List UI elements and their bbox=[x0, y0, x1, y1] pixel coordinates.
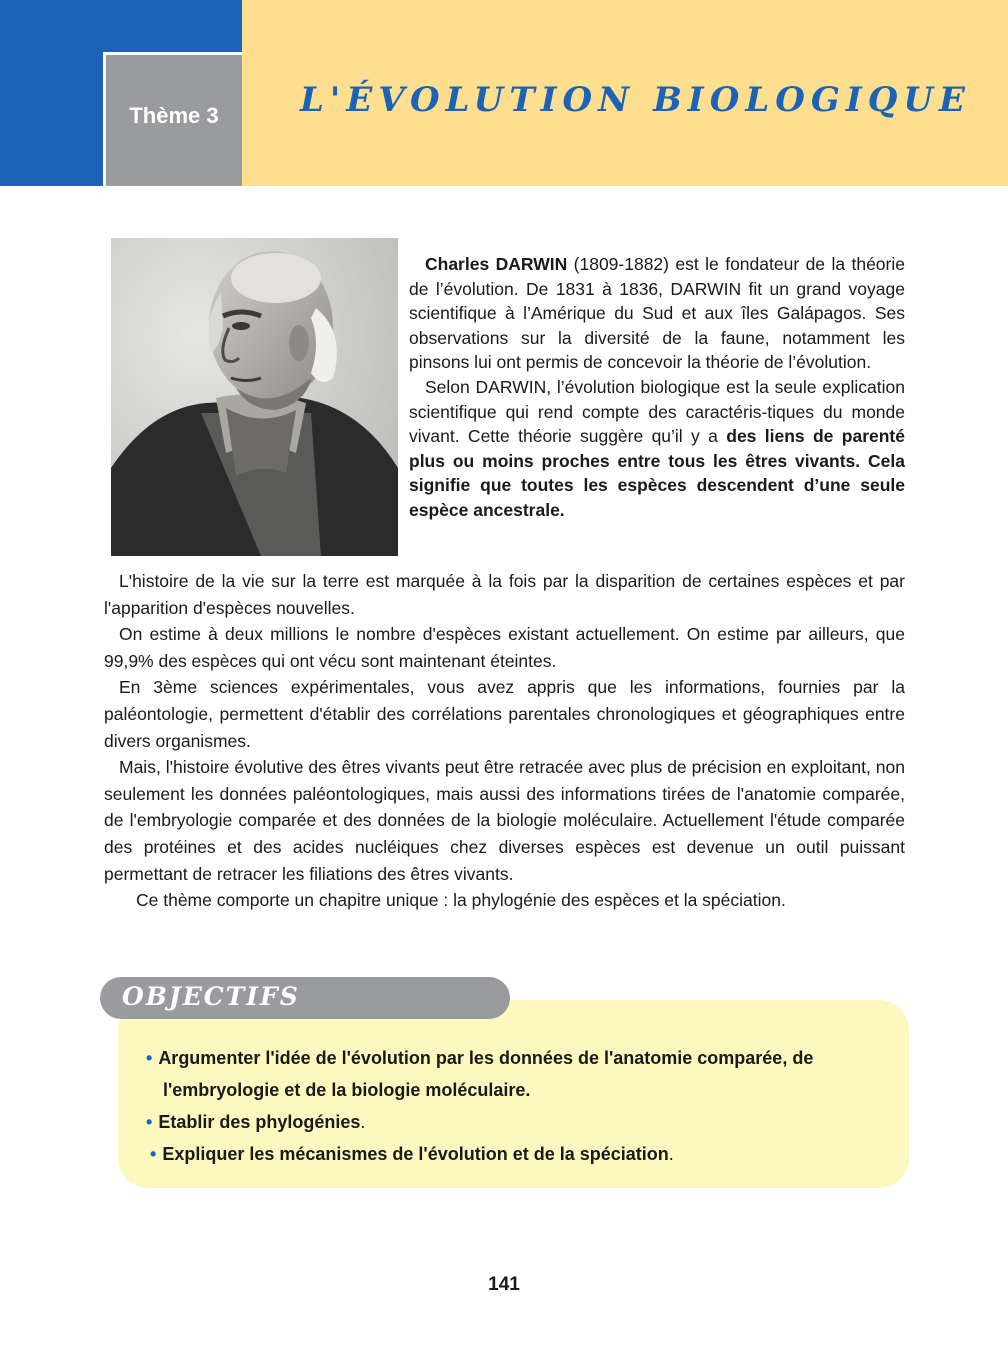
body-paragraph: L'histoire de la vie sur la terre est marquée à la fois par la disparition de certaines espèces et par l'apparition d'espèces nouvelles. bbox=[104, 571, 905, 618]
body-paragraph: On estime à deux millions le nombre d'espèces existant actuellement. On estime par ailleurs, que 99,9% des espèces qui ont vécu sont maintenant éteintes. bbox=[104, 624, 905, 671]
darwin-bio bbox=[409, 252, 905, 523]
bio-paragraph-2 bbox=[409, 375, 905, 523]
objective-item-2 bbox=[146, 1106, 365, 1138]
theme-label: Thème 3 bbox=[129, 103, 219, 128]
bio-paragraph-2-text: Selon DARWIN, l’évolution biologique est la seule explication scientifique qui rend compte des caractéris-tiques du monde vivant. Cette théorie suggère qu’il y a bbox=[409, 376, 905, 447]
bio-name: Charles DARWIN bbox=[425, 254, 568, 274]
objective-2-suffix: . bbox=[360, 1112, 366, 1132]
page-number: 141 bbox=[488, 1274, 520, 1295]
objective-item-1 bbox=[146, 1042, 813, 1074]
bullet-icon: • bbox=[146, 1112, 153, 1132]
intro-body bbox=[104, 568, 905, 914]
theme-header-banner bbox=[0, 0, 1008, 186]
objective-3-text: Expliquer les mécanismes de l'évolution et de la spéciation bbox=[162, 1144, 669, 1164]
darwin-portrait-image bbox=[111, 238, 398, 556]
bullet-icon: • bbox=[150, 1144, 157, 1164]
page-title: L'ÉVOLUTION BIOLOGIQUE bbox=[300, 80, 971, 120]
objective-2-text: Etablir des phylogénies bbox=[158, 1112, 361, 1132]
objective-3-suffix: . bbox=[668, 1144, 674, 1164]
objective-1-line1: Argumenter l'idée de l'évolution par les données de l'anatomie comparée, de bbox=[158, 1048, 814, 1068]
bio-paragraph-1 bbox=[409, 252, 905, 375]
body-paragraph: En 3ème sciences expérimentales, vous avez appris que les informations, fournies par la paléontologie, permettent d'établir des corrélations parentales chronologiques et géographiques entre divers organismes. bbox=[104, 677, 905, 751]
body-paragraph: Mais, l'histoire évolutive des êtres vivants peut être retracée avec plus de précision en exploitant, non seulement les données paléontologiques, mais aussi des informations tirées de l'anatomie comparée, de l'embryologie comparée et des données de la biologie moléculaire. Actuellement l'étude comparée des protéines et des acides nucléiques chez diverses espèces est devenue un outil puissant permettant de retracer les filiations des êtres vivants. bbox=[104, 757, 905, 884]
objective-1-line2: l'embryologie et de la biologie moléculaire. bbox=[163, 1080, 531, 1100]
body-paragraph: Ce thème comporte un chapitre unique : la phylogénie des espèces et la spéciation. bbox=[136, 890, 786, 911]
portrait-photo-icon bbox=[111, 238, 398, 556]
bio-paragraph-1-text: (1809-1882) est le fondateur de la théorie de l’évolution. De 1831 à 1836, DARWIN fit un grand voyage scientifique à l’Amérique du Sud et aux îles Galápagos. Ses observations sur la diversité de la faune, notamment les pinsons lui ont permis de concevoir la théorie de l’évolution. bbox=[409, 254, 905, 373]
objectives-heading: OBJECTIFS bbox=[122, 982, 300, 1011]
theme-number-box bbox=[103, 52, 242, 186]
objective-item-3 bbox=[150, 1138, 674, 1170]
objective-item-1-continued bbox=[163, 1074, 530, 1106]
bullet-icon: • bbox=[146, 1048, 153, 1068]
bio-paragraph-2-bold: des liens de parenté plus ou moins proches entre tous les êtres vivants. Cela signifie que toutes les espèces descendent d’une seule espèce ancestrale. bbox=[409, 426, 905, 520]
objectives-tab bbox=[100, 977, 510, 1019]
